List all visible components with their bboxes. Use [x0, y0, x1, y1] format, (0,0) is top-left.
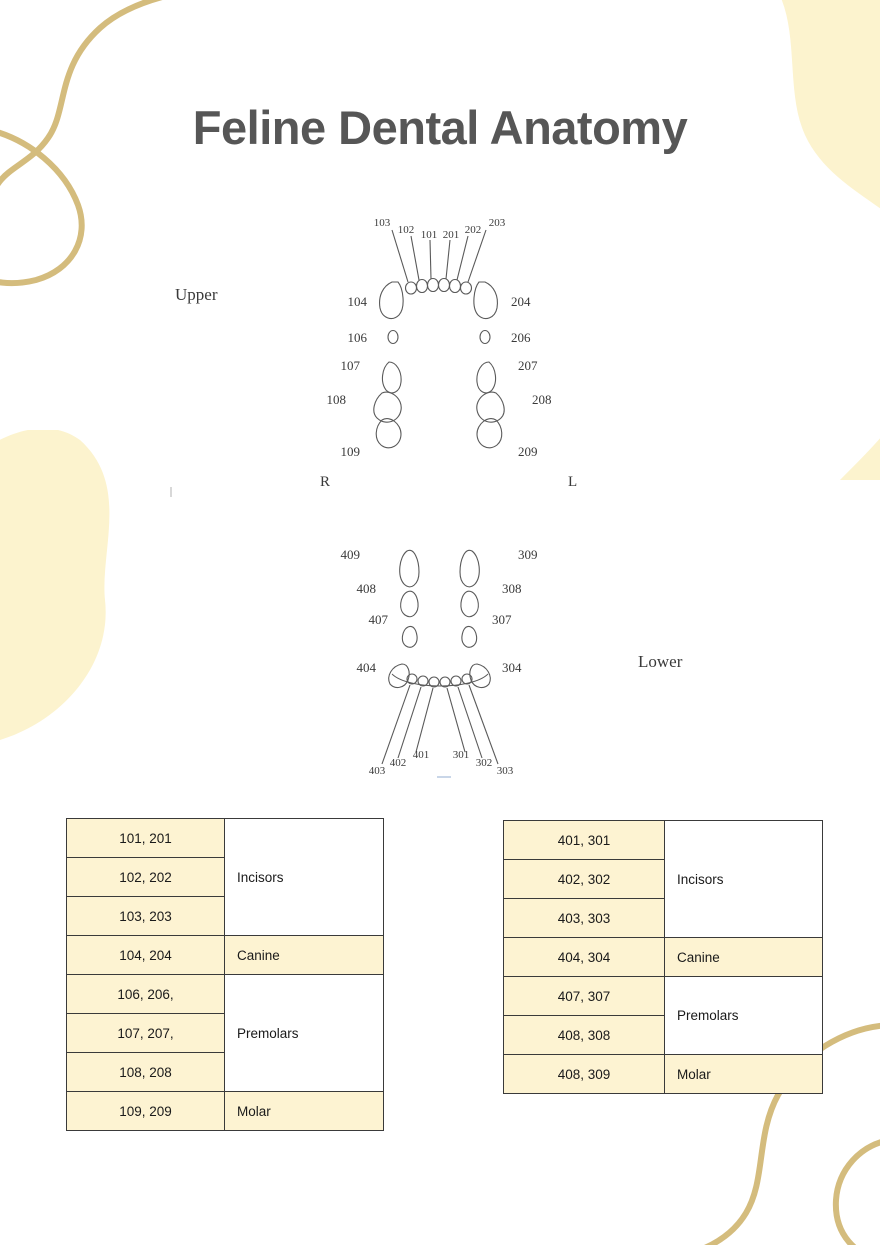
lower-tooth-table	[503, 820, 823, 1094]
callout-304: 304	[502, 660, 522, 675]
callout-102: 102	[397, 224, 415, 236]
table-row	[67, 1092, 384, 1131]
tooth-code: 104, 204	[67, 936, 225, 975]
callout-402: 402	[389, 757, 407, 769]
callout-403: 403	[368, 765, 386, 777]
callout-106: 106	[347, 330, 367, 345]
tooth-code: 403, 303	[504, 899, 665, 938]
table-row	[67, 819, 384, 858]
tooth-code: 103, 203	[67, 897, 225, 936]
callout-302: 302	[475, 757, 493, 769]
callout-307: 307	[492, 612, 512, 627]
callout-201: 201	[442, 229, 460, 241]
tooth-code: 404, 304	[504, 938, 665, 977]
dental-diagram	[120, 196, 760, 796]
callout-208: 208	[532, 392, 552, 407]
callout-407: 407	[368, 612, 388, 627]
tooth-code: 408, 309	[504, 1055, 665, 1094]
tooth-code: 106, 206,	[67, 975, 225, 1014]
table-row	[67, 975, 384, 1014]
table-row	[67, 936, 384, 975]
diagram-label-upper: Upper	[175, 285, 218, 304]
table-row	[504, 821, 823, 860]
callout-303: 303	[496, 765, 514, 777]
callout-104: 104	[347, 294, 367, 309]
tooth-code: 102, 202	[67, 858, 225, 897]
callout-202: 202	[464, 224, 482, 236]
tooth-group-premolars: Premolars	[225, 975, 384, 1092]
diagram-label-lower: Lower	[638, 652, 683, 671]
callout-206: 206	[511, 330, 531, 345]
tooth-code: 107, 207,	[67, 1014, 225, 1053]
callout-204: 204	[511, 294, 531, 309]
tooth-code: 408, 308	[504, 1016, 665, 1055]
callout-309: 309	[518, 547, 538, 562]
diagram-label-right: R	[320, 474, 331, 490]
tooth-group-canine: Canine	[225, 936, 384, 975]
callout-203: 203	[488, 217, 506, 229]
tooth-group-incisors: Incisors	[225, 819, 384, 936]
tooth-code: 407, 307	[504, 977, 665, 1016]
tooth-code: 109, 209	[67, 1092, 225, 1131]
tooth-group-premolars: Premolars	[665, 977, 823, 1055]
callout-408: 408	[356, 581, 376, 596]
callout-209: 209	[518, 444, 538, 459]
callout-107: 107	[340, 358, 360, 373]
callout-207: 207	[518, 358, 538, 373]
tooth-code: 101, 201	[67, 819, 225, 858]
tooth-group-molar: Molar	[225, 1092, 384, 1131]
callout-409: 409	[340, 547, 360, 562]
callout-301: 301	[452, 749, 470, 761]
callout-103: 103	[373, 217, 391, 229]
callout-308: 308	[502, 581, 522, 596]
callout-401: 401	[412, 749, 430, 761]
tooth-code: 108, 208	[67, 1053, 225, 1092]
tooth-group-incisors: Incisors	[665, 821, 823, 938]
table-row	[504, 977, 823, 1016]
diagram-label-left: L	[568, 474, 578, 490]
table-row	[504, 1055, 823, 1094]
tooth-group-canine: Canine	[665, 938, 823, 977]
table-row	[504, 938, 823, 977]
callout-101: 101	[420, 229, 438, 241]
tooth-code: 402, 302	[504, 860, 665, 899]
callout-108: 108	[326, 392, 346, 407]
upper-tooth-table	[66, 818, 384, 1131]
page-title: Feline Dental Anatomy	[192, 101, 688, 154]
callout-109: 109	[340, 444, 360, 459]
callout-404: 404	[356, 660, 376, 675]
tooth-code: 401, 301	[504, 821, 665, 860]
tooth-group-molar: Molar	[665, 1055, 823, 1094]
